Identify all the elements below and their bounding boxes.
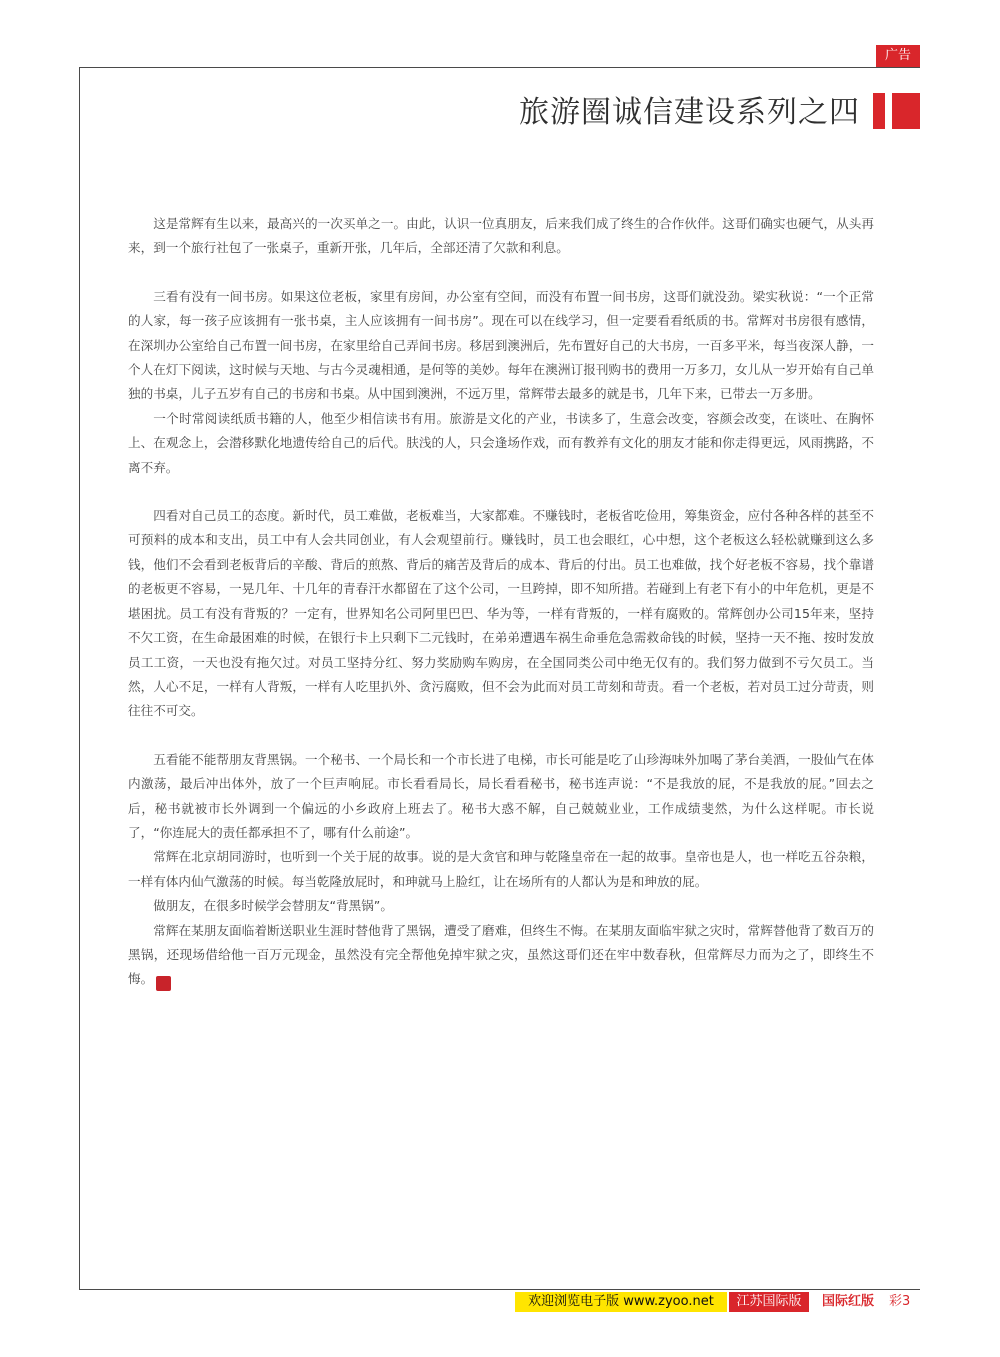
paragraph-last <box>128 919 874 992</box>
paragraph: 一个时常阅读纸质书籍的人，他至少相信读书有用。旅游是文化的产业，书读多了，生意会改变，容颜会改变，在谈吐、在胸怀上、在观念上，会潜移默化地遗传给自己的后代。肤浅的人，只会逢场作戏，而有教养有文化的朋友才能和你走得更远，风雨携路，不离不弃。 <box>128 410 874 475</box>
paragraph: 常辉在北京胡同游时，也听到一个关于屁的故事。说的是大贪官和珅与乾隆皇帝在一起的故事。皇帝也是人，也一样吃五谷杂粮，一样有体内仙气激荡的时候。每当乾隆放屁时，和珅就马上脸红，让在场所有的人都认为是和珅放的屁。 <box>128 849 874 889</box>
page-title: 旅游圈诚信建设系列之四 <box>519 95 860 130</box>
paragraph: 五看能不能帮朋友背黑锅。一个秘书、一个局长和一个市长进了电梯，市长可能是吃了山珍海味外加喝了茅台美酒，一股仙气在体内激荡，最后冲出体外，放了一个巨声响屁。市长看看局长，局长看看秘书，秘书连声说：“不是我放的屁，不是我放的屁。”回去之后，秘书就被市长外调到一个偏远的小乡政府上班去了。秘书大惑不解，自己兢兢业业，工作成绩斐然，为什么这样呢。市长说了，“你连屁大的责任都承担不了，哪有什么前途”。 <box>128 751 874 840</box>
footer-paper-name: 国际红版 <box>822 1294 875 1309</box>
footer-edition: 江苏国际版 <box>729 1292 809 1312</box>
paragraph: 三看有没有一间书房。如果这位老板，家里有房间，办公室有空间，而没有布置一间书房，这哥们就没劲。梁实秋说：“一个正常的人家，每一孩子应该拥有一张书桌，主人应该拥有一间书房”。现在可以在线学习，但一定要看看纸质的书。常辉对书房很有感情，在深圳办公室给自己布置一间书房，在家里给自己弄间书房。移居到澳洲后，先布置好自己的大书房，一百多平米，每当夜深人静，一个人在灯下阅读，这时候与天地、与古今灵魂相通，是何等的美妙。每年在澳洲订报刊购书的费用一万多刀，女儿从一岁开始有自己单独的书桌，儿子五岁有自己的书房和书桌。从中国到澳洲，不远万里，常辉带去最多的就是书，几年下来，已带去一万多册。 <box>128 288 874 402</box>
title-accent-block <box>892 93 920 129</box>
paragraph: 四看对自己员工的态度。新时代，员工难做，老板难当，大家都难。不赚钱时，老板省吃俭用，筹集资金，应付各种各样的甚至不可预料的成本和支出，员工中有人会共同创业，有人会观望前行。赚钱时，员工也会眼红，心中想，这个老板这么轻松就赚到这么多钱，他们不会看到老板背后的辛酸、背后的煎熬、背后的痛苦及背后的成本、背后的付出。员工也难做，找个好老板不容易，找个靠谱的老板更不容易，一晃几年、十几年的青春汗水都留在了这个公司，一旦跨掉，即不知所措。若碰到上有老下有小的中年危机，更是不堪困扰。员工有没有背叛的？一定有，世界知名公司阿里巴巴、华为等，一样有背叛的，一样有腐败的。常辉创办公司15年来，坚持不欠工资，在生命最困难的时候，在银行卡上只剩下二元钱时，在弟弟遭遇车祸生命垂危急需救命钱的时候，坚持一天不拖、按时发放员工工资，一天也没有拖欠过。对员工坚持分红、努力奖励购车购房，在全国同类公司中绝无仅有的。我们努力做到不亏欠员工。当然，人心不足，一样有人背叛，一样有人吃里扒外、贪污腐败，但不会为此而对员工苛刻和苛责。看一个老板，若对员工过分苛责，则往往不可交。 <box>128 508 874 719</box>
footer-page-number: 彩3 <box>889 1294 911 1309</box>
paragraph: 这是常辉有生以来，最高兴的一次买单之一。由此，认识一位真朋友，后来我们成了终生的合作伙伴。这哥们确实也硬气，从头再来，到一个旅行社包了一张桌子，重新开张，几年后，全部还清了欠款和利息。 <box>128 216 874 256</box>
seal-stamp: 信 <box>156 976 171 991</box>
ad-tag: 广告 <box>876 45 920 67</box>
title-accent-bar <box>873 93 885 129</box>
paragraph-text: 常辉在某朋友面临着断送职业生涯时替他背了黑锅，遭受了磨难，但终生不悔。在某朋友面临牢狱之灾时，常辉替他背了数百万的黑锅，还现场借给他一百万元现金，虽然没有完全帮他免掉牢狱之灾，虽然这哥们还在牢中数春秋，但常辉尽力而为之了，即终生不悔。 <box>128 922 874 987</box>
article-body <box>128 188 874 992</box>
footer-banner-link[interactable]: 欢迎浏览电子版 www.zyoo.net <box>515 1292 727 1312</box>
paragraph: 做朋友，在很多时候学会替朋友“背黑锅”。 <box>153 898 393 914</box>
